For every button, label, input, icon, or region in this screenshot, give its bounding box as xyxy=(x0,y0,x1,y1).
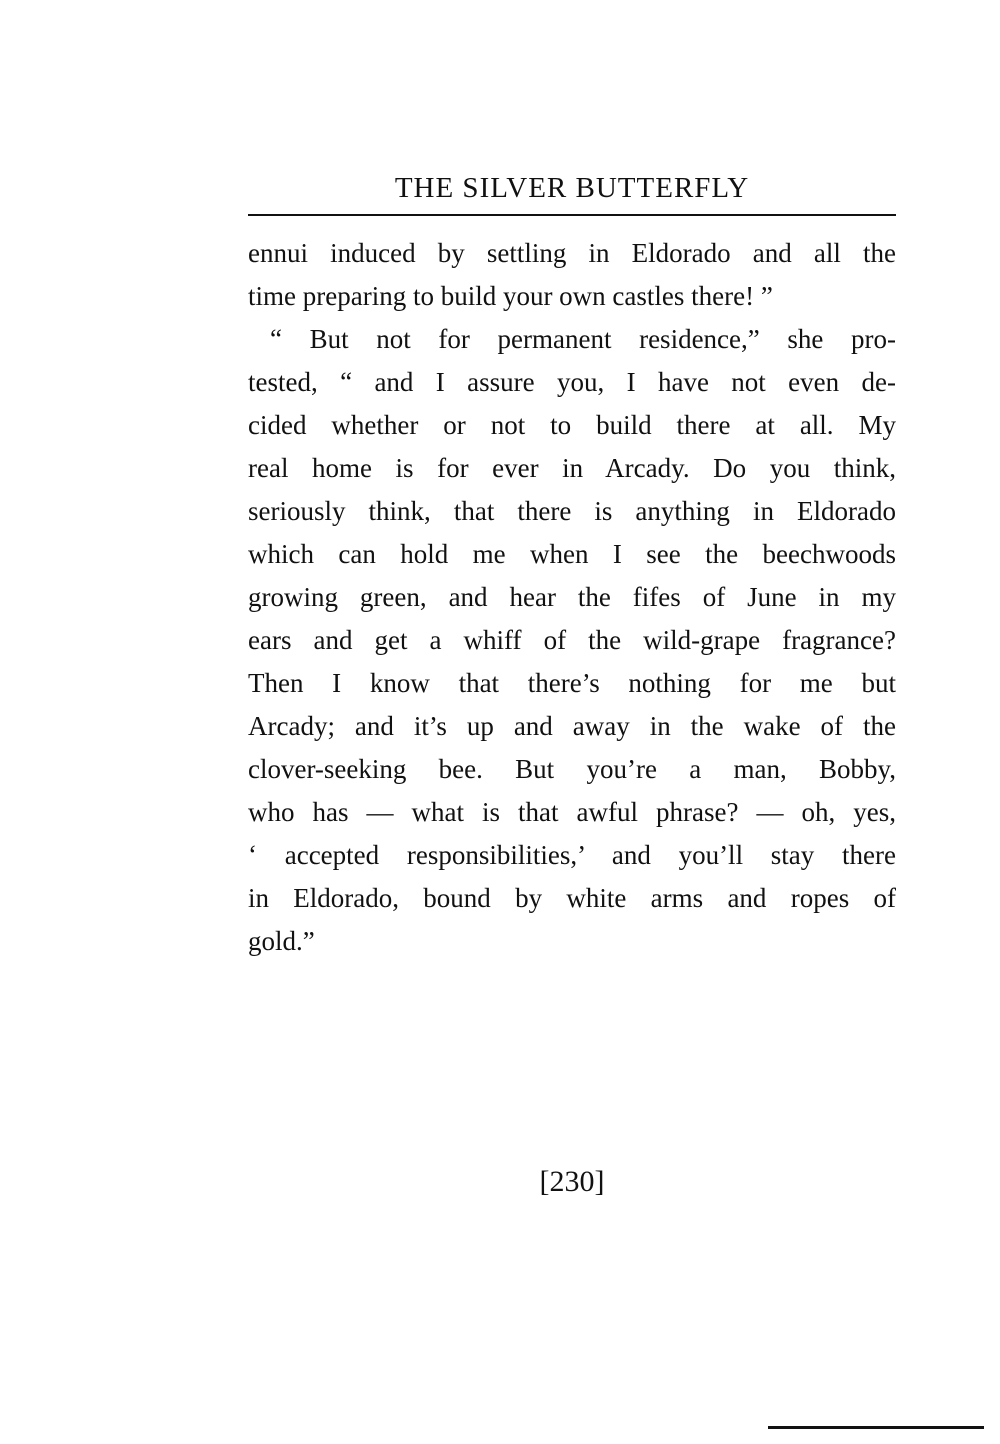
text-line: Then I know that there’s nothing for me but xyxy=(248,668,896,698)
text-line: gold.” xyxy=(248,926,315,956)
text-line: Arcady; and it’s up and away in the wake of the xyxy=(248,711,896,741)
text-line: time preparing to build your own castles there! ” xyxy=(248,281,773,311)
text-line: which can hold me when I see the beechwoods xyxy=(248,539,896,569)
text-line: seriously think, that there is anything in Eldorado xyxy=(248,496,896,526)
text-line: ears and get a whiff of the wild-grape fragrance? xyxy=(248,625,896,655)
body-text xyxy=(248,232,896,963)
header-rule xyxy=(248,214,896,216)
text-line: tested, “ and I assure you, I have not even de- xyxy=(248,367,896,397)
text-line: “ But not for permanent residence,” she pro- xyxy=(270,324,896,354)
footer-rule xyxy=(768,1426,984,1429)
text-line: cided whether or not to build there at all. My xyxy=(248,410,896,440)
text-line: in Eldorado, bound by white arms and ropes of xyxy=(248,883,896,913)
page-number: [230] xyxy=(539,1165,605,1198)
text-line: real home is for ever in Arcady. Do you think, xyxy=(248,453,896,483)
text-line: ‘ accepted responsibilities,’ and you’ll stay there xyxy=(248,840,896,870)
text-line: clover-seeking bee. But you’re a man, Bobby, xyxy=(248,754,896,784)
text-line: growing green, and hear the fifes of June in my xyxy=(248,582,896,612)
running-head: THE SILVER BUTTERFLY xyxy=(394,172,750,204)
text-line: who has — what is that awful phrase? — oh, yes, xyxy=(248,797,896,827)
text-line: ennui induced by settling in Eldorado and all the xyxy=(248,238,896,268)
